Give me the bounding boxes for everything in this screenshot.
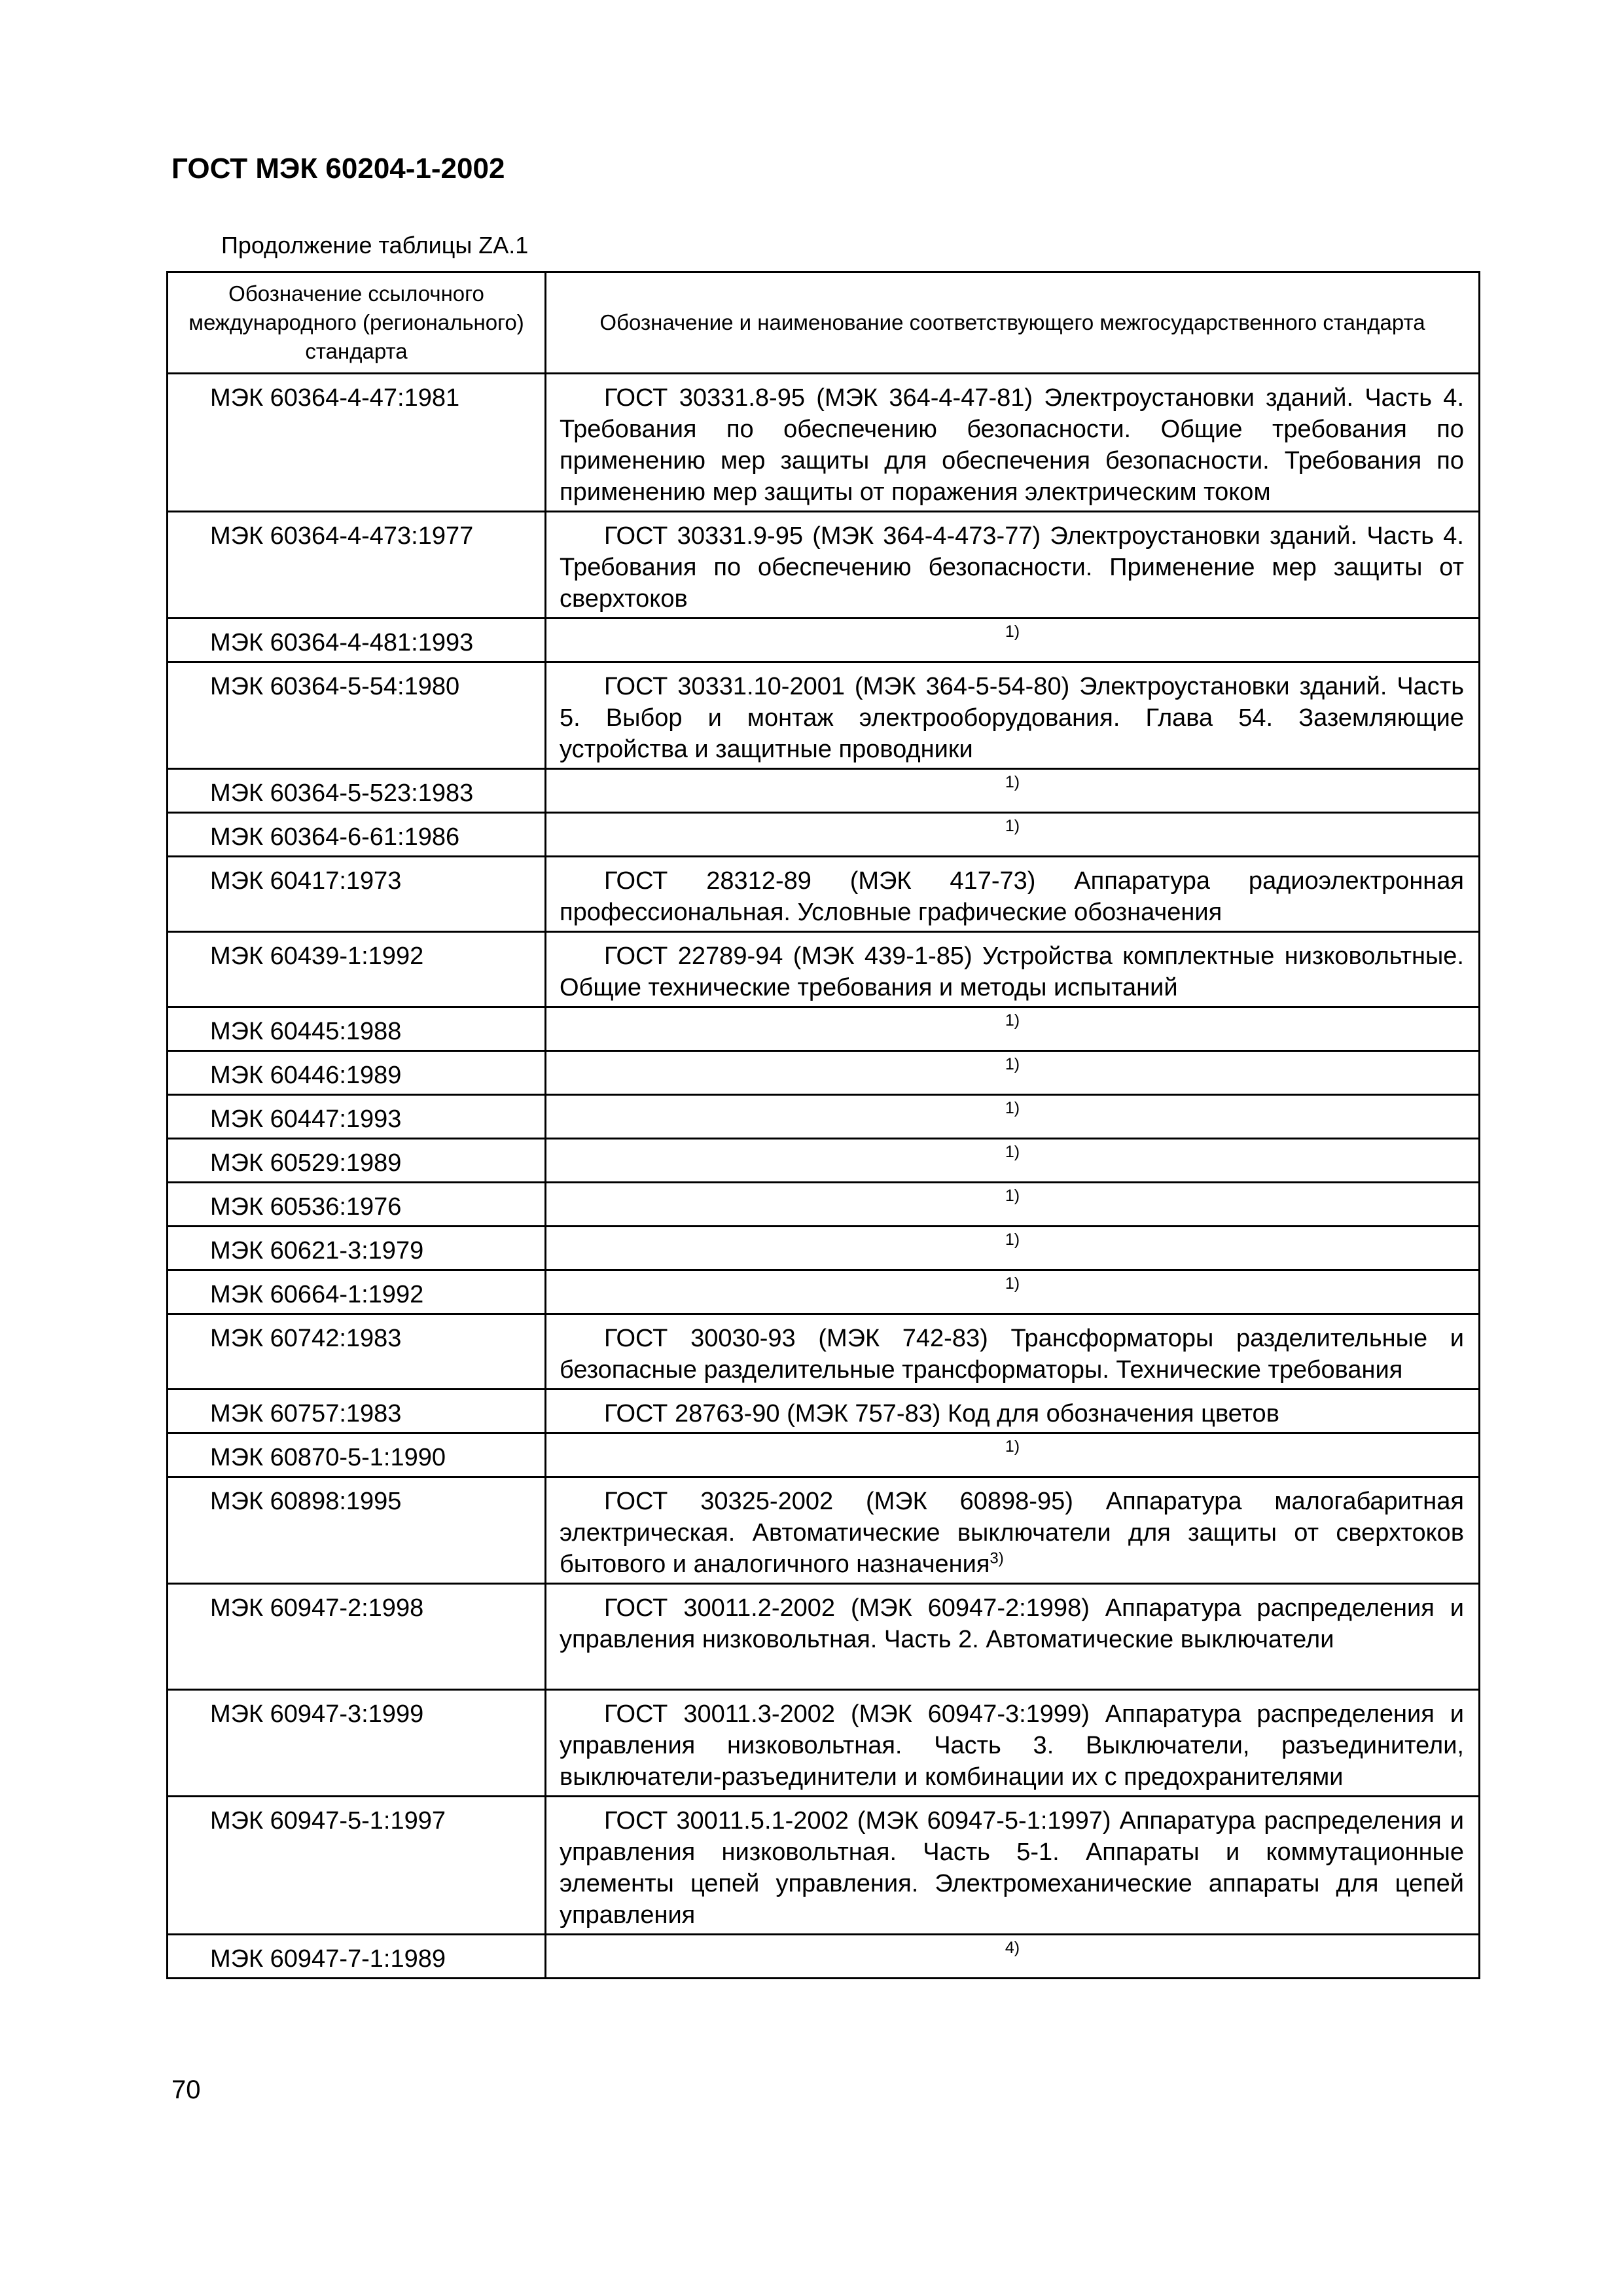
gost-standard-cell <box>546 1477 1480 1584</box>
footnote-marker: 1) <box>1005 1055 1020 1073</box>
gost-standard-text: ГОСТ 30011.3-2002 (МЭК 60947-3:1999) Аппаратура распределения и управления низковольтная. Часть 3. Выключатели, разъединители, выключатели-разъединители и комбинации их с предохранителями <box>560 1700 1464 1791</box>
reference-standard-cell: МЭК 60364-4-473:1977 <box>168 512 546 619</box>
table-row <box>168 1007 1480 1051</box>
reference-standard-cell: МЭК 60364-6-61:1986 <box>168 813 546 857</box>
footnote-marker: 3) <box>990 1549 1004 1568</box>
gost-standard-text: ГОСТ 30331.8-95 (МЭК 364-4-47-81) Электроустановки зданий. Часть 4. Требования по обеспечению безопасности. Общие требования по применению мер защиты для обеспечения безопасности. Требования по применению мер защиты от поражения электрическим током <box>560 384 1464 506</box>
gost-standard-text: ГОСТ 28312-89 (МЭК 417-73) Аппаратура радиоэлектронная профессиональная. Условные графические обозначения <box>560 867 1464 926</box>
table-row <box>168 1584 1480 1690</box>
gost-standard-cell <box>546 662 1480 769</box>
table-row <box>168 1095 1480 1139</box>
gost-standard-text: ГОСТ 30325-2002 (МЭК 60898-95) Аппаратура малогабаритная электрическая. Автоматические выключатели для защиты от сверхтоков бытового и аналогичного назначения <box>560 1488 1464 1578</box>
reference-standard-cell: МЭК 60439-1:1992 <box>168 932 546 1007</box>
reference-standard-cell: МЭК 60742:1983 <box>168 1314 546 1390</box>
document-header: ГОСТ МЭК 60204-1-2002 <box>171 152 505 185</box>
gost-standard-text: ГОСТ 28763-90 (МЭК 757-83) Код для обозначения цветов <box>604 1400 1279 1427</box>
table-row <box>168 1183 1480 1227</box>
footnote-cell <box>546 1227 1480 1270</box>
footnote-marker: 1) <box>1005 1143 1020 1161</box>
table-row <box>168 1314 1480 1390</box>
reference-standard-cell: МЭК 60445:1988 <box>168 1007 546 1051</box>
reference-standard-cell: МЭК 60529:1989 <box>168 1139 546 1183</box>
table-row <box>168 1227 1480 1270</box>
footnote-marker: 1) <box>1005 1437 1020 1456</box>
gost-standard-cell <box>546 374 1480 512</box>
gost-standard-text: ГОСТ 30011.2-2002 (МЭК 60947-2:1998) Аппаратура распределения и управления низковольтная. Часть 2. Автоматические выключатели <box>560 1594 1464 1653</box>
footnote-marker: 1) <box>1005 1011 1020 1030</box>
footnote-cell <box>546 1433 1480 1477</box>
footnote-cell <box>546 1007 1480 1051</box>
footnote-marker: 1) <box>1005 1099 1020 1117</box>
footnote-marker: 1) <box>1005 817 1020 835</box>
page-number: 70 <box>171 2075 201 2104</box>
reference-standard-cell: МЭК 60947-2:1998 <box>168 1584 546 1690</box>
reference-standard-cell: МЭК 60364-5-523:1983 <box>168 769 546 813</box>
footnote-cell <box>546 769 1480 813</box>
table-row <box>168 512 1480 619</box>
reference-standard-cell: МЭК 60898:1995 <box>168 1477 546 1584</box>
table-row <box>168 1139 1480 1183</box>
gost-standard-cell <box>546 1584 1480 1690</box>
table-row <box>168 1051 1480 1095</box>
table-row <box>168 1270 1480 1314</box>
gost-standard-cell <box>546 1314 1480 1390</box>
footnote-cell <box>546 1139 1480 1183</box>
reference-standard-cell: МЭК 60446:1989 <box>168 1051 546 1095</box>
reference-standard-cell: МЭК 60417:1973 <box>168 857 546 932</box>
footnote-marker: 1) <box>1005 1230 1020 1249</box>
reference-standard-cell: МЭК 60364-4-481:1993 <box>168 619 546 662</box>
reference-standard-cell: МЭК 60447:1993 <box>168 1095 546 1139</box>
footnote-marker: 1) <box>1005 1187 1020 1205</box>
table-row <box>168 662 1480 769</box>
reference-standard-cell: МЭК 60364-5-54:1980 <box>168 662 546 769</box>
column-header-gost: Обозначение и наименование соответствующего межгосударственного стандарта <box>546 272 1480 374</box>
footnote-cell <box>546 813 1480 857</box>
table-row <box>168 1433 1480 1477</box>
table-row <box>168 619 1480 662</box>
table-row <box>168 1477 1480 1584</box>
gost-standard-cell <box>546 512 1480 619</box>
footnote-marker: 4) <box>1005 1939 1020 1957</box>
reference-standard-cell: МЭК 60364-4-47:1981 <box>168 374 546 512</box>
table-row <box>168 857 1480 932</box>
reference-standard-cell: МЭК 60536:1976 <box>168 1183 546 1227</box>
footnote-marker: 1) <box>1005 773 1020 791</box>
gost-standard-cell <box>546 857 1480 932</box>
table-row <box>168 1390 1480 1433</box>
footnote-cell <box>546 1095 1480 1139</box>
table-row <box>168 1797 1480 1935</box>
table-row <box>168 769 1480 813</box>
gost-standard-cell <box>546 1797 1480 1935</box>
footnote-cell <box>546 1935 1480 1979</box>
footnote-cell <box>546 619 1480 662</box>
reference-standard-cell: МЭК 60947-7-1:1989 <box>168 1935 546 1979</box>
table-row <box>168 374 1480 512</box>
gost-standard-text: ГОСТ 30011.5.1-2002 (МЭК 60947-5-1:1997) Аппаратура распределения и управления низковольтная. Часть 5-1. Аппараты и коммутационные элементы цепей управления. Электромеханические аппараты для цепей управления <box>560 1807 1464 1929</box>
reference-standard-cell: МЭК 60621-3:1979 <box>168 1227 546 1270</box>
footnote-marker: 1) <box>1005 622 1020 641</box>
table-row <box>168 1690 1480 1797</box>
gost-standard-cell <box>546 1690 1480 1797</box>
table-row <box>168 932 1480 1007</box>
gost-standard-text: ГОСТ 30331.9-95 (МЭК 364-4-473-77) Электроустановки зданий. Часть 4. Требования по обеспечению безопасности. Применение мер защиты от сверхтоков <box>560 522 1464 613</box>
column-header-reference: Обозначение ссылочного международного (регионального) стандарта <box>168 272 546 374</box>
table-caption: Продолжение таблицы ZA.1 <box>221 232 529 259</box>
reference-standard-cell: МЭК 60664-1:1992 <box>168 1270 546 1314</box>
table-row <box>168 813 1480 857</box>
gost-standard-text: ГОСТ 22789-94 (МЭК 439-1-85) Устройства комплектные низковольтные. Общие технические требования и методы испытаний <box>560 942 1464 1001</box>
standards-table <box>166 271 1480 1979</box>
gost-standard-cell <box>546 932 1480 1007</box>
reference-standard-cell: МЭК 60947-5-1:1997 <box>168 1797 546 1935</box>
table-row <box>168 1935 1480 1979</box>
reference-standard-cell: МЭК 60870-5-1:1990 <box>168 1433 546 1477</box>
footnote-cell <box>546 1051 1480 1095</box>
reference-standard-cell: МЭК 60757:1983 <box>168 1390 546 1433</box>
reference-standard-cell: МЭК 60947-3:1999 <box>168 1690 546 1797</box>
footnote-cell <box>546 1270 1480 1314</box>
gost-standard-text: ГОСТ 30331.10-2001 (МЭК 364-5-54-80) Электроустановки зданий. Часть 5. Выбор и монтаж электрооборудования. Глава 54. Заземляющие устройства и защитные проводники <box>560 673 1464 763</box>
footnote-cell <box>546 1183 1480 1227</box>
gost-standard-text: ГОСТ 30030-93 (МЭК 742-83) Трансформаторы разделительные и безопасные разделительные трансформаторы. Технические требования <box>560 1325 1464 1384</box>
footnote-marker: 1) <box>1005 1274 1020 1293</box>
gost-standard-cell <box>546 1390 1480 1433</box>
table-header-row <box>168 272 1480 374</box>
